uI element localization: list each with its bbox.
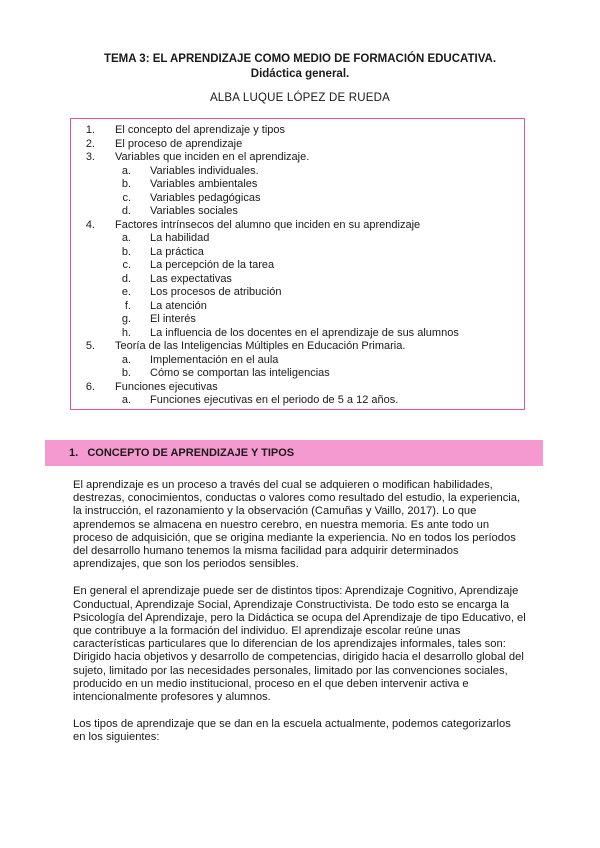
toc-item-number: c. [122, 259, 131, 271]
toc-item-label: La influencia de los docentes en el aprendizaje de sus alumnos [150, 326, 459, 339]
toc-item-label: Variables que inciden en el aprendizaje. [115, 151, 310, 163]
paragraph: El aprendizaje es un proceso a través del cual se adquieren o modifican habilidades, destrezas, conocimientos, conductas o valores como resultado del estudio, la experiencia, la instrucción, el razonamiento y la observación (Camuñas y Vaillo, 2017). Lo que aprendemos se almacena en nuestro cerebro, en nuestra memoria. Es ante todo un proceso de adquisición, que se origina mediante la experiencia. No en todos los períodos del desarrollo humano tenemos la misma facilidad para adquirir determinados aprendizajes, que son los periodos sensibles. [73, 479, 521, 571]
toc-item [71, 165, 524, 179]
document-title [0, 52, 600, 82]
toc-item-number: b. [121, 367, 131, 379]
toc-item-label: Funciones ejecutivas [115, 380, 218, 393]
toc-item [71, 354, 524, 368]
toc-item [71, 394, 524, 408]
toc-item-number: a. [121, 394, 131, 406]
toc-item-number: c. [122, 191, 131, 204]
toc-item-number: f. [124, 299, 131, 312]
toc-item [71, 219, 524, 233]
toc-item-label: Implementación en el aula [150, 353, 279, 366]
toc-item [71, 192, 524, 206]
toc-item-number: 3. [85, 151, 95, 163]
toc-item [71, 327, 524, 341]
toc-item [71, 151, 524, 165]
toc-item-label: El proceso de aprendizaje [115, 137, 243, 150]
toc-list [71, 124, 524, 408]
section-body [73, 479, 526, 759]
toc-item-label: Variables ambientales [150, 178, 258, 190]
toc-item-label: Variables sociales [150, 205, 238, 217]
toc-item-number: 2. [85, 137, 95, 150]
toc-item [71, 286, 524, 300]
table-of-contents [70, 118, 525, 410]
toc-item-number: a. [121, 353, 131, 366]
toc-item [71, 246, 524, 260]
toc-item-label: Factores intrínsecos del alumno que inciden en su aprendizaje [115, 218, 421, 231]
toc-item [71, 124, 524, 138]
toc-item [71, 313, 524, 327]
toc-item-number: 6. [85, 380, 95, 393]
paragraph: En general el aprendizaje puede ser de distintos tipos: Aprendizaje Cognitivo, Aprendizaje Conductual, Aprendizaje Social, Aprendizaje Constructivista. De todo esto se encarga la Psicología del Aprendizaje, pero la Didáctica se ocupa del Aprendizaje de tipo Educativo, el que contribuye a la formación del individuo. El aprendizaje escolar reúne unas características particulares que lo diferencian de los aprendizajes informales, tales son: Dirigido hacia objetivos y desarrollo de competencias, dirigido hacia el desarrollo global del sujeto, limitado por las necesidades personales, limitado por las convenciones sociales, producido en un medio institucional, proceso en el que deben intervenir activa e intencionalmente profesores y alumnos. [73, 585, 526, 704]
toc-item-number: h. [121, 326, 131, 339]
toc-item [71, 205, 524, 219]
toc-item-label: Funciones ejecutivas en el periodo de 5 a 12 años. [150, 394, 399, 406]
toc-item [71, 178, 524, 192]
toc-item [71, 138, 524, 152]
toc-item-number: b. [121, 245, 131, 258]
section-heading-text: 1. CONCEPTO DE APRENDIZAJE Y TIPOS [69, 447, 295, 459]
toc-item-label: Las expectativas [150, 272, 232, 285]
toc-item [71, 367, 524, 381]
toc-item-number: 4. [85, 218, 95, 231]
toc-item-label: El interés [150, 313, 196, 325]
toc-item [71, 259, 524, 273]
title-line-2: Didáctica general. [250, 68, 350, 80]
toc-item-number: d. [121, 205, 131, 217]
toc-item-label: Variables pedagógicas [150, 191, 261, 204]
toc-item-label: La percepción de la tarea [150, 259, 275, 271]
toc-item-label: La habilidad [150, 232, 210, 244]
toc-item-number: e. [121, 286, 131, 298]
toc-item [71, 273, 524, 287]
section-heading [45, 440, 543, 466]
toc-item-number: 5. [85, 340, 95, 352]
author-name: ALBA LUQUE LÓPEZ DE RUEDA [209, 92, 391, 104]
toc-item-number: b. [121, 178, 131, 190]
toc-item-label: Teoría de las Inteligencias Múltiples en Educación Primaria. [115, 340, 406, 352]
paragraph: Los tipos de aprendizaje que se dan en la escuela actualmente, podemos categorizarlos en los siguientes: [73, 718, 511, 744]
toc-item [71, 340, 524, 354]
toc-item-label: La atención [150, 299, 207, 312]
title-line-1: TEMA 3: EL APRENDIZAJE COMO MEDIO DE FORMACIÓN EDUCATIVA. [103, 53, 497, 65]
toc-item-label: La práctica [150, 245, 204, 258]
toc-item-number: a. [121, 232, 131, 244]
toc-item-number: 1. [85, 124, 95, 136]
toc-item-label: Cómo se comportan las inteligencias [150, 367, 330, 379]
toc-item-label: Los procesos de atribución [150, 286, 282, 298]
toc-item [71, 232, 524, 246]
toc-item-number: d. [121, 272, 131, 285]
toc-item-number: g. [121, 313, 131, 325]
toc-item [71, 381, 524, 395]
toc-item-label: Variables individuales. [150, 164, 259, 177]
toc-item-label: El concepto del aprendizaje y tipos [115, 124, 285, 136]
toc-item-number: a. [121, 164, 131, 177]
toc-item [71, 300, 524, 314]
